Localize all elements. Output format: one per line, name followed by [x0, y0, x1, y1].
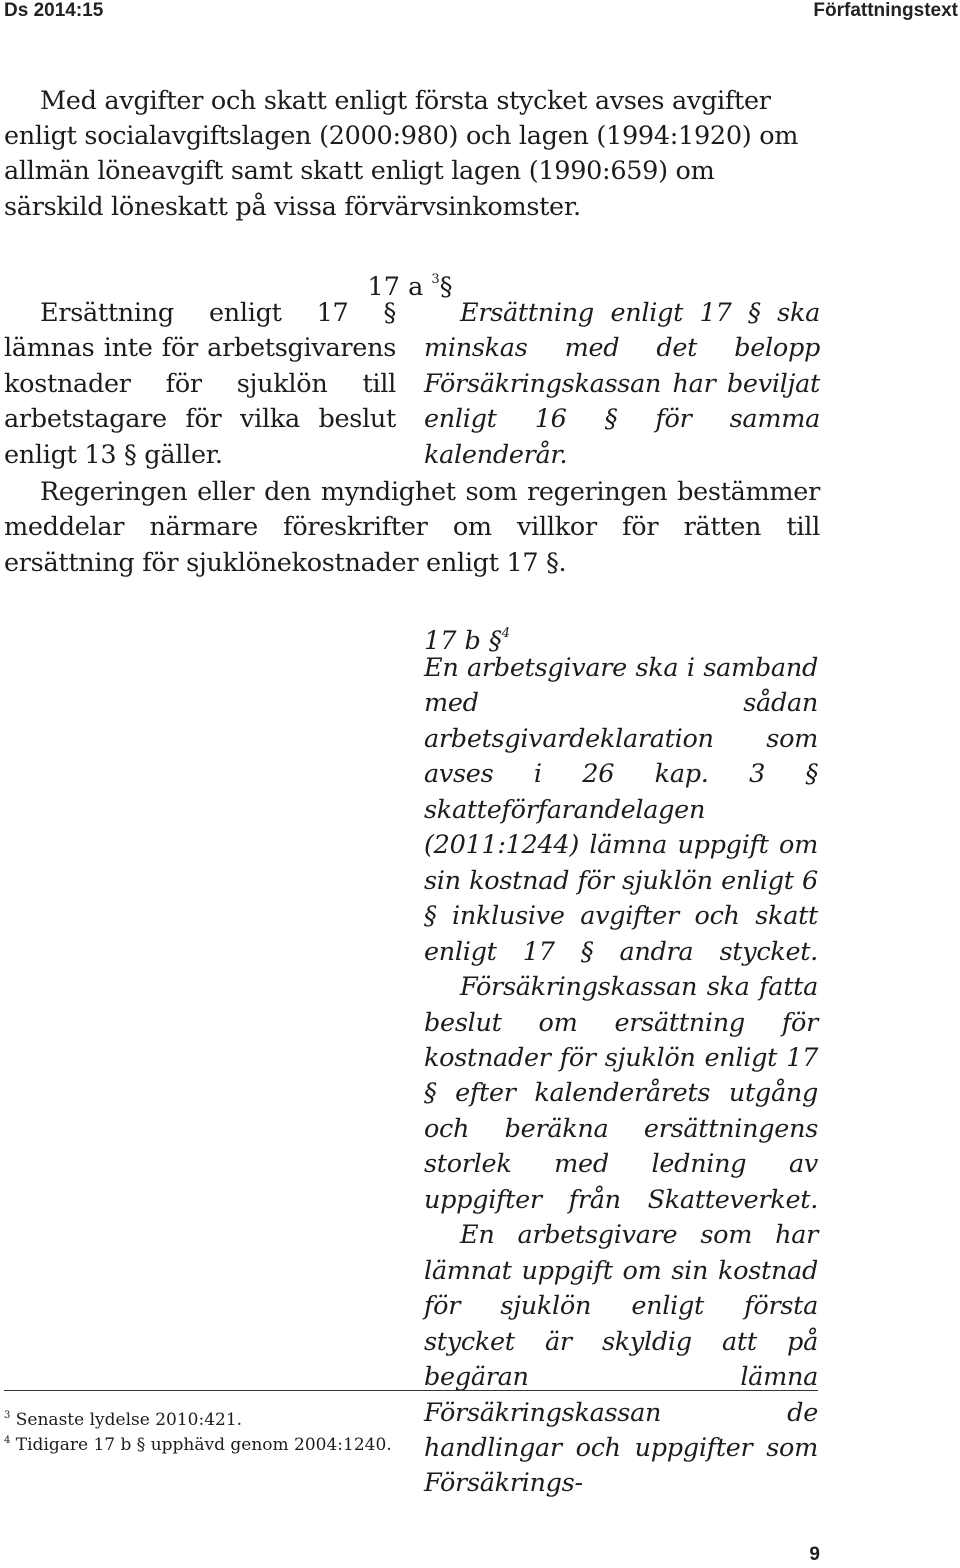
new-wording-column	[424, 296, 820, 473]
paragraph-text: En arbetsgivare som har lämnat uppgift om sin kostnad för sjuklön enligt första stycket är skyldig att på begäran lämna Försäkringskassan de handlingar och uppgifter som Försäkrings-	[424, 1220, 818, 1499]
section-17b-paragraph	[424, 970, 818, 1218]
intro-paragraph	[4, 84, 820, 225]
new-wording-text: Ersättning enligt 17 § ska minskas med det belopp Försäkringskassan har beviljat enligt 16 § för samma kalenderår.	[424, 298, 820, 470]
old-wording-text: Ersättning enligt 17 § lämnas inte för arbetsgivarens kostnader för sjuklön till arbetstagare för vilka beslut enligt 13 § gäller.	[4, 298, 396, 470]
intro-text: Med avgifter och skatt enligt första stycket avses avgifter enligt socialavgiftslagen (2000:980) och lagen (1994:1920) om allmän löneavgift samt skatt enligt lagen (1990:659) om särskild löneskatt på vissa förvärvsinkomster.	[4, 86, 799, 222]
section-sign: §	[439, 272, 453, 302]
section-17b-number: 17 b	[424, 626, 481, 656]
page-number: 9	[809, 1544, 820, 1565]
paragraph-text: En arbetsgivare ska i samband med sådan arbetsgivardeklaration som avses i 26 kap. 3 § skatteförfarandelagen (2011:1244) lämna uppgift om sin kostnad för sjuklön enligt 6 § inklusive avgifter och skatt enligt 17 § andra stycket.	[424, 653, 818, 967]
section-17b-paragraph	[424, 1218, 818, 1502]
section-17b-paragraph	[424, 651, 818, 970]
footnote-number: 3	[4, 1410, 11, 1421]
old-wording-column	[4, 296, 396, 473]
footnote-text: Senaste lydelse 2010:421.	[15, 1410, 243, 1430]
footnote-number: 4	[4, 1435, 11, 1446]
section-17b-body	[424, 651, 818, 1502]
footnote-4	[4, 1431, 392, 1455]
section-17a-number: 17 a	[367, 272, 424, 302]
regulation-paragraph	[4, 475, 820, 581]
footnote-ref-3: 3	[431, 272, 440, 287]
footnote-3	[4, 1406, 242, 1430]
regulation-text: Regeringen eller den myndighet som regeringen bestämmer meddelar närmare föreskrifter om villkor för rätten till ersättning för sjuklönekostnader enligt 17 §.	[4, 477, 820, 578]
footnote-ref-4: 4	[501, 626, 511, 641]
section-sign: §	[489, 626, 502, 656]
footnote-divider	[4, 1390, 818, 1391]
section-label: Författningstext	[813, 0, 958, 21]
paragraph-text: Försäkringskassan ska fatta beslut om ersättning för kostnader för sjuklön enligt 17 § efter kalenderårets utgång och beräkna ersättningens storlek med ledning av uppgifter från Skatteverket.	[424, 972, 818, 1215]
footnote-text: Tidigare 17 b § upphävd genom 2004:1240.	[15, 1435, 392, 1455]
document-id: Ds 2014:15	[4, 0, 104, 21]
